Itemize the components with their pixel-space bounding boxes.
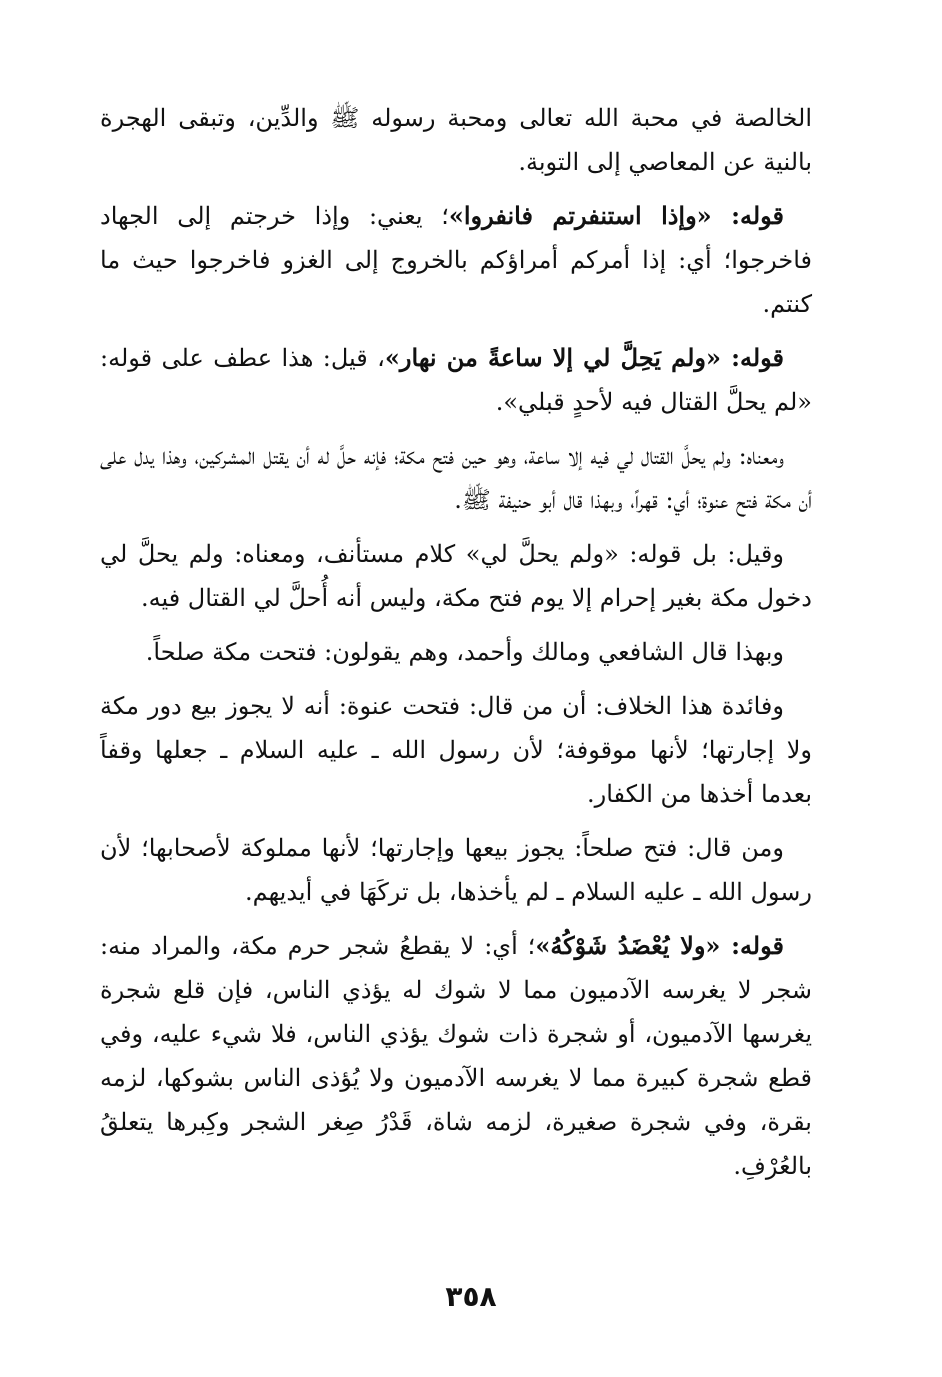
paragraph-7-text: وفائدة هذا الخلاف: أن من قال: فتحت عنوة: أنه لا يجوز بيع دور مكة ولا إجارتها؛ لأنها موقوفة؛ لأن رسول الله ـ عليه السلام ـ جعلها وقفاً بعدما أخذها من الكفار. xyxy=(100,692,812,808)
page-number: ٣٥٨ xyxy=(445,1280,497,1313)
paragraph-9 xyxy=(100,924,812,1188)
paragraph-2-text: ؛ يعني: وإذا خرجتم إلى الجهاد فاخرجوا؛ أي: إذا أمركم أمراؤكم بالخروج إلى الغزو فاخرجوا حيث ما كنتم. xyxy=(100,202,813,318)
page-body xyxy=(100,96,812,1198)
paragraph-7 xyxy=(100,684,812,816)
paragraph-2 xyxy=(100,194,812,326)
paragraph-4 xyxy=(100,434,812,522)
paragraph-6-text: وبهذا قال الشافعي ومالك وأحمد، وهم يقولون: فتحت مكة صلحاً. xyxy=(145,638,784,666)
paragraph-1-text: الخالصة في محبة الله تعالى ومحبة رسوله ﷺ والدِّين، وتبقى الهجرة بالنية عن المعاصي إلى التوبة. xyxy=(100,104,812,176)
paragraph-3-text: ، قيل: هذا عطف على قوله: «لم يحلَّ القتال فيه لأحدٍ قبلي». xyxy=(100,344,812,416)
paragraph-8 xyxy=(100,826,812,914)
paragraph-6 xyxy=(100,630,812,674)
paragraph-9-text: ؛ أي: لا يقطعُ شجر حرم مكة، والمراد منه: شجر لا يغرسه الآدميون مما لا شوك له يؤذي الناس، فإن قلع شجرة يغرسها الآدميون، أو شجرة ذات شوك يؤذي الناس، فلا شيء عليه، وفي قطع شجرة كبيرة مما لا يغرسه الآدميون ولا يُؤذى الناس بشوكها، لزمه بقرة، وفي شجرة صغيرة، لزمه شاة، قَدْرُ صِغر الشجر وكِبرها يتعلقُ بالعُرْفِ. xyxy=(100,932,813,1180)
paragraph-2-lead: قوله: xyxy=(711,201,784,230)
paragraph-5 xyxy=(100,532,812,620)
paragraph-1 xyxy=(100,96,812,184)
paragraph-8-text: ومن قال: فتح صلحاً: يجوز بيعها وإجارتها؛ لأنها مملوكة لأصحابها؛ لأن رسول الله ـ عليه السلام ـ لم يأخذها، بل تركَهَا في أيديهم. xyxy=(100,834,812,906)
paragraph-4-text: ومعناه: ولم يحلَّ القتال لي فيه إلا ساعة، وهو حين فتح مكة؛ فإنه حلَّ له أن يقتل المشركين، وهذا يدل على أن مكة فتح عنوة؛ أي: قهراً، وبهذا قال أبو حنيفة ﷺ. xyxy=(100,442,812,514)
paragraph-9-lead: قوله: xyxy=(720,931,784,960)
paragraph-3-lead: قوله: xyxy=(720,343,785,372)
paragraph-9-quote: «ولا يُعْضَدُ شَوْكُهُ» xyxy=(535,931,721,960)
paragraph-3 xyxy=(100,336,812,424)
paragraph-5-text: وقيل: بل قوله: «ولم يحلَّ لي» كلام مستأنف، ومعناه: ولم يحلَّ لي دخول مكة بغير إحرام إلا يوم فتح مكة، وليس أنه أُحلَّ لي القتال فيه. xyxy=(100,540,812,612)
paragraph-2-quote: «وإذا استنفرتم فانفروا» xyxy=(448,201,712,230)
paragraph-3-quote: «ولم يَحِلَّ لي إلا ساعةً من نهار» xyxy=(384,343,721,372)
